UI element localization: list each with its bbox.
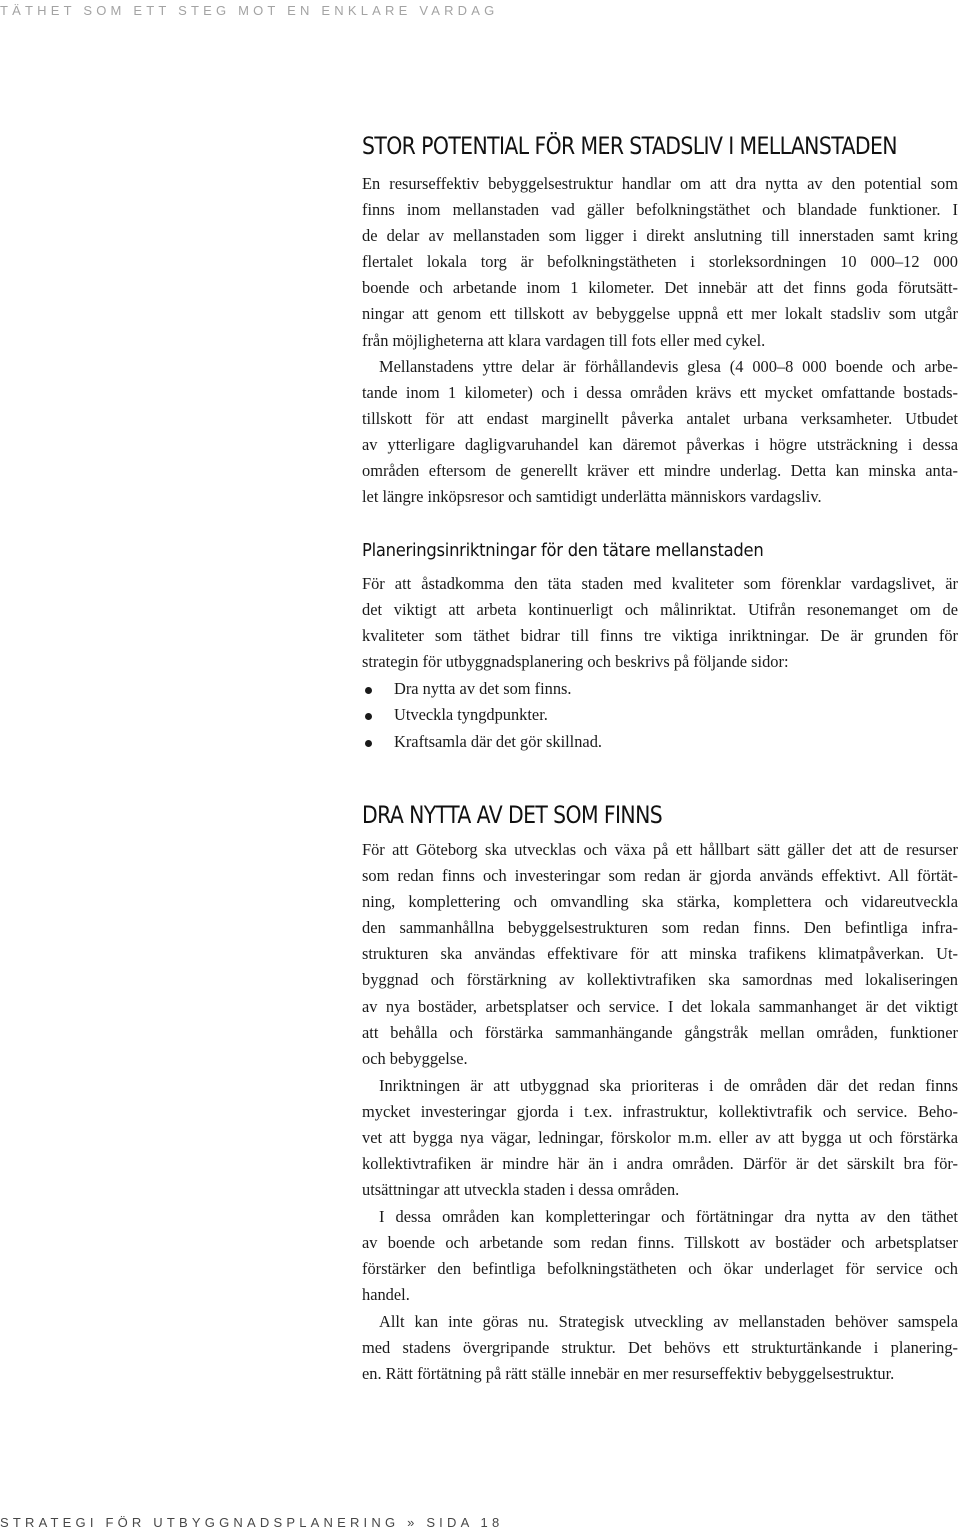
running-footer bbox=[0, 1515, 503, 1530]
list-item-label: Utveckla tyngdpunkter. bbox=[394, 705, 548, 725]
footer-separator: » bbox=[407, 1515, 419, 1530]
paragraph-planeringsinriktningar bbox=[362, 571, 958, 675]
paragraph-dra-nytta-2 bbox=[362, 1073, 958, 1203]
text-line: de delar av mellanstaden som ligger i direkt anslutning till innerstaden samt kring bbox=[362, 226, 958, 246]
list-item bbox=[362, 729, 958, 755]
inriktningar-list bbox=[362, 676, 958, 755]
section-heading-stor-potential: STOR POTENTIAL FÖR MER STADSLIV I MELLANSTADEN bbox=[362, 132, 897, 160]
text-line: områden eftersom de generellt kräver ett mindre underlag. Detta kan minska anta- bbox=[362, 461, 958, 481]
text-line: En resurseffektiv bebyggelsestruktur handlar om att dra nytta av den potential som bbox=[362, 174, 958, 193]
list-item-label: Kraftsamla där det gör skillnad. bbox=[394, 731, 603, 751]
text-line: att behålla och förstärka sammanhängande gångstråk mellan områden, funktioner bbox=[362, 1022, 958, 1042]
paragraph-dra-nytta-4 bbox=[362, 1309, 958, 1387]
text-line: Mellanstadens yttre delar är förhållandevis glesa (4 000–8 000 boende och arbe- bbox=[379, 357, 958, 376]
list-item bbox=[362, 676, 958, 702]
text-line: det viktigt att arbeta kontinuerligt och målinriktat. Utifrån resonemanget om de bbox=[362, 600, 958, 620]
text-line: tillskott för att endast marginellt påverka antalet urbana verksamheter. Utbudet bbox=[362, 409, 958, 429]
text-line: vet att bygga nya vägar, ledningar, förskolor m.m. eller av att bygga ut och förstärka bbox=[362, 1128, 958, 1148]
text-line: utsättningar att utveckla staden i dessa områden. bbox=[362, 1180, 680, 1200]
text-line: av nya bostäder, arbetsplatser och service. I det lokala sammanhanget är det viktigt bbox=[362, 996, 958, 1016]
text-line: av ytterligare dagligvaruhandel kan däremot påverkas i högre utsträckning i dessa bbox=[362, 435, 958, 455]
text-line: en. Rätt förtätning på rätt ställe innebär en mer resurseffektiv bebyggelsestruktur. bbox=[362, 1364, 895, 1384]
text-line: let längre inköpsresor och samtidigt underlätta människors vardagsliv. bbox=[362, 487, 822, 507]
bullet-dot-icon bbox=[365, 687, 372, 694]
text-line: kollektivtrafiken är mindre här än i andra områden. Därför är det särskilt bra för- bbox=[362, 1154, 958, 1174]
paragraph-dra-nytta-3 bbox=[362, 1204, 958, 1308]
text-line: tande inom 1 kilometer) och i dessa områden krävs ett mycket omfattande bostads- bbox=[362, 383, 958, 403]
text-line: förstärker den befintliga befolkningstätheten och ökar underlaget för service och bbox=[362, 1259, 958, 1279]
paragraph-stor-potential-1 bbox=[362, 171, 958, 354]
text-line: som redan finns och investeringar som redan är gjorda används effektivt. All förtät- bbox=[362, 866, 958, 886]
text-line: ning, komplettering och omvandling ska stärka, komplettera och vidareutveckla bbox=[362, 892, 958, 912]
list-item-label: Dra nytta av det som finns. bbox=[394, 679, 572, 698]
text-line: Allt kan inte göras nu. Strategisk utveckling av mellanstaden behöver samspela bbox=[379, 1312, 958, 1331]
text-line: finns inom mellanstaden vad gäller befolkningstäthet och blandade funktioner. I bbox=[362, 200, 958, 220]
text-line: Inriktningen är att utbyggnad ska prioriteras i de områden där det redan finns bbox=[379, 1076, 958, 1095]
text-line: strategin för utbyggnadsplanering och beskrivs på följande sidor: bbox=[362, 652, 789, 672]
text-line: den sammanhållna bebyggelsestrukturen som redan finns. Den befintliga infra- bbox=[362, 918, 958, 938]
paragraph-dra-nytta-1 bbox=[362, 837, 958, 1072]
text-line: För att åstadkomma den täta staden med kvaliteter som förenklar vardagslivet, är bbox=[362, 574, 958, 593]
subheading-planeringsinriktningar: Planeringsinriktningar för den tätare mellanstaden bbox=[362, 540, 764, 561]
text-line: ningar att genom ett tillskott av bebyggelse uppnå ett mer lokalt stadsliv som utgår bbox=[362, 304, 958, 324]
text-line: från möjligheterna att klara vardagen till fots eller med cykel. bbox=[362, 330, 766, 350]
text-line: kvaliteter som täthet bidrar till finns tre viktiga inriktningar. De är grunden för bbox=[362, 626, 958, 646]
running-header: TÄTHET SOM ETT STEG MOT EN ENKLARE VARDAG bbox=[0, 3, 499, 18]
list-item bbox=[362, 702, 958, 728]
bullet-dot-icon bbox=[365, 740, 372, 747]
text-line: mycket investeringar gjorda i t.ex. infrastruktur, kollektivtrafik och service. Beho- bbox=[362, 1102, 958, 1122]
text-line: med stadens övergripande struktur. Det behövs ett strukturtänkande i planering- bbox=[362, 1338, 958, 1358]
text-line: För att Göteborg ska utvecklas och växa på ett hållbart sätt gäller det att de resurser bbox=[362, 840, 958, 859]
text-line: I dessa områden kan kompletteringar och förtätningar dra nytta av den täthet bbox=[379, 1207, 958, 1226]
text-line: handel. bbox=[362, 1285, 410, 1305]
page-number: SIDA 18 bbox=[426, 1515, 504, 1530]
text-line: av boende och arbetande som redan finns. Tillskott av bostäder och arbetsplatser bbox=[362, 1233, 958, 1253]
text-line: och bebyggelse. bbox=[362, 1048, 468, 1068]
paragraph-stor-potential-2 bbox=[362, 354, 958, 511]
section-heading-dra-nytta: DRA NYTTA AV DET SOM FINNS bbox=[362, 801, 663, 829]
text-line: byggnad och förstärkning av kollektivtrafiken ska samordnas med lokaliseringen bbox=[362, 970, 958, 990]
bullet-dot-icon bbox=[365, 713, 372, 720]
text-line: flertalet lokala torg är befolkningstätheten i storleksordningen 10 000–12 000 bbox=[362, 252, 958, 272]
footer-title: STRATEGI FÖR UTBYGGNADSPLANERING bbox=[0, 1515, 400, 1530]
text-line: strukturen ska användas effektivare för att minska trafikens klimatpåverkan. Ut- bbox=[362, 944, 958, 964]
text-line: boende och arbetande inom 1 kilometer. Det innebär att det finns goda förutsätt- bbox=[362, 278, 958, 298]
